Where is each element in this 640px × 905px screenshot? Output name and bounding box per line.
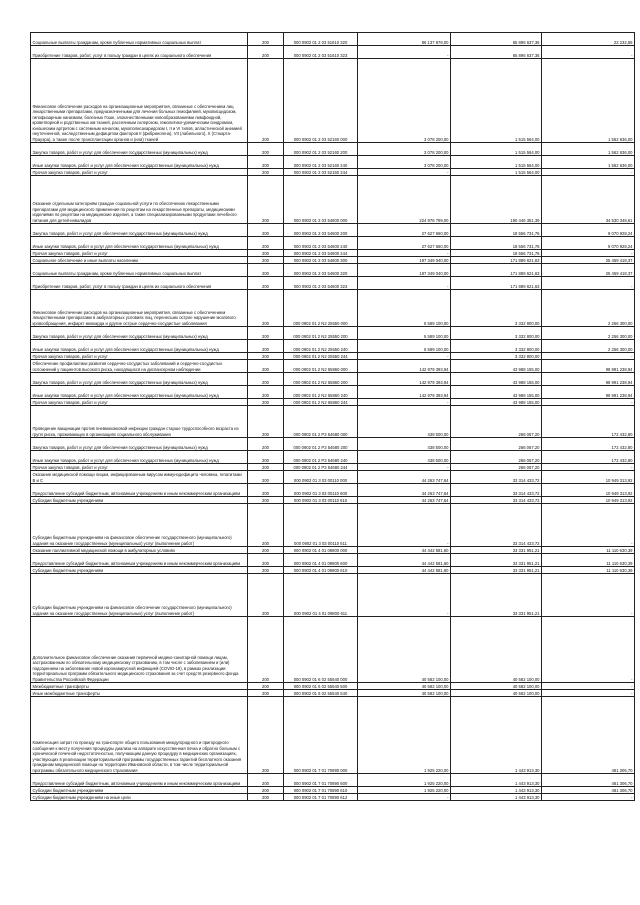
table-row	[31, 399, 635, 406]
table-row	[31, 683, 635, 690]
table-row	[31, 327, 635, 340]
row-remaining: -	[542, 617, 635, 683]
row-remaining: 98 991 238,94	[542, 360, 635, 373]
row-code: 200	[248, 497, 284, 504]
table-row	[31, 143, 635, 156]
row-executed: 171 889 621,63	[451, 277, 542, 290]
table-row	[31, 438, 635, 451]
row-executed: 1 515 564,00	[451, 59, 542, 143]
row-executed: 18 556 731,76	[451, 237, 542, 250]
table-row	[31, 567, 635, 574]
row-kbk: 000 0902 01 4 01 09800 611	[284, 574, 358, 617]
row-code: 200	[248, 386, 284, 399]
row-kbk: 000 0902 01 7 01 70890 610	[284, 787, 358, 794]
row-executed: 33 314 433,72	[451, 471, 542, 484]
row-remaining: 1 562 636,00	[542, 156, 635, 169]
row-name: Социальные выплаты гражданам, кроме публичных нормативных социальных выплат	[31, 264, 248, 277]
row-approved: 44 442 581,60	[358, 547, 451, 554]
row-approved: 3 078 200,00	[358, 156, 451, 169]
row-approved: -	[358, 399, 451, 406]
row-code: 200	[248, 504, 284, 547]
table-row	[31, 224, 635, 237]
row-executed: 33 331 951,21	[451, 554, 542, 567]
row-code: 200	[248, 290, 284, 327]
row-remaining: 9 070 928,24	[542, 224, 635, 237]
row-name: Межбюджетные трансферты	[31, 683, 248, 690]
row-kbk: 000 0902 01 2 03 52160 240	[284, 156, 358, 169]
row-code: 200	[248, 774, 284, 787]
row-name: Приобретение товаров, работ, услуг в пользу граждан в целях их социального обеспечения	[31, 277, 248, 290]
row-executed: 171 889 621,63	[451, 264, 542, 277]
row-executed: 40 582 100,00	[451, 690, 542, 697]
row-kbk: 000 0902 01 2 03 51610 323	[284, 46, 358, 59]
table-row	[31, 547, 635, 554]
row-approved: -	[358, 277, 451, 290]
row-kbk: 000 0902 01 4 01 09800 610	[284, 567, 358, 574]
row-name: Закупка товаров, работ и услуг для обеспечения государственных (муниципальных) нужд	[31, 438, 248, 451]
row-executed: 3 332 800,00	[451, 327, 542, 340]
row-code: 200	[248, 406, 284, 438]
row-approved: 40 582 100,00	[358, 617, 451, 683]
row-name: Закупка товаров, работ и услуг для обеспечения государственных (муниципальных) нужд	[31, 143, 248, 156]
row-kbk: 000 0902 01 2 N2 25550 240	[284, 340, 358, 353]
row-executed: 266 067,20	[451, 438, 542, 451]
row-approved: 197 349 040,00	[358, 257, 451, 264]
table-row	[31, 406, 635, 438]
row-approved: 40 582 100,00	[358, 690, 451, 697]
row-approved: -	[358, 504, 451, 547]
row-name: Предоставление субсидий бюджетным, автономным учреждениям и иным некоммерческим организациям	[31, 554, 248, 567]
row-executed: 1 515 564,00	[451, 156, 542, 169]
row-executed: 1 443 913,30	[451, 794, 542, 801]
row-executed: 43 988 155,00	[451, 373, 542, 386]
row-code: 200	[248, 156, 284, 169]
row-approved: 27 627 660,00	[358, 224, 451, 237]
row-code: 200	[248, 33, 284, 46]
row-kbk: 000 0902 01 6 02 55540 000	[284, 617, 358, 683]
row-name: Прочая закупка товаров, работ и услуг	[31, 399, 248, 406]
row-kbk: 000 0902 01 7 01 70890 000	[284, 697, 358, 774]
row-kbk: 000 0902 01 2 03 54600 200	[284, 224, 358, 237]
row-approved: 224 976 799,00	[358, 176, 451, 224]
row-code: 200	[248, 399, 284, 406]
row-code: 200	[248, 340, 284, 353]
row-executed: 33 314 433,72	[451, 504, 542, 547]
row-remaining: -	[542, 277, 635, 290]
row-remaining: -	[542, 690, 635, 697]
table-row	[31, 484, 635, 497]
row-approved: 5 589 100,00	[358, 340, 451, 353]
table-row	[31, 353, 635, 360]
row-name: Оказание медицинской помощи лицам, инфицированным вирусом иммунодефицита человека, гепатитами B и C	[31, 471, 248, 484]
row-code: 200	[248, 574, 284, 617]
row-name: Иные межбюджетные трансферты	[31, 690, 248, 697]
row-remaining: 10 949 313,92	[542, 497, 635, 504]
row-code: 200	[248, 787, 284, 794]
row-remaining: 172 432,80	[542, 451, 635, 464]
row-code: 200	[248, 451, 284, 464]
table-row	[31, 464, 635, 471]
row-executed: 266 067,20	[451, 451, 542, 464]
row-remaining: -	[542, 169, 635, 176]
table-row	[31, 33, 635, 46]
row-executed: 40 582 100,00	[451, 683, 542, 690]
row-remaining: 10 949 313,92	[542, 484, 635, 497]
row-approved: 1 925 220,00	[358, 774, 451, 787]
row-remaining: 11 110 630,39	[542, 554, 635, 567]
row-approved: 44 442 581,60	[358, 554, 451, 567]
row-name: Прочая закупка товаров, работ и услуг	[31, 250, 248, 257]
row-remaining: -	[542, 504, 635, 547]
row-code: 200	[248, 143, 284, 156]
row-remaining: -	[542, 574, 635, 617]
row-executed: 3 332 800,00	[451, 353, 542, 360]
row-code: 200	[248, 567, 284, 574]
table-row	[31, 787, 635, 794]
row-name: Социальные выплаты гражданам, кроме публичных нормативных социальных выплат	[31, 33, 248, 46]
table-row	[31, 340, 635, 353]
row-kbk: 000 0902 01 3 03 00110 000	[284, 471, 358, 484]
row-name: Предоставление субсидий бюджетным, автономным учреждениям и иным некоммерческим организациям	[31, 774, 248, 787]
table-row	[31, 46, 635, 59]
row-kbk: 000 0902 01 2 P3 54680 244	[284, 464, 358, 471]
row-name: Оказание отдельным категориям граждан социальной услуги по обеспечению лекарственными препаратами для медицинского применения по рецептам на лекарственные препараты, медицинскими изделиями по рецептам на медицинские изделия, а также специализированными продуктами лечебного питания для детей-инвалидов	[31, 176, 248, 224]
row-kbk: 000 0902 01 4 01 09800 600	[284, 554, 358, 567]
row-kbk: 000 0902 01 2 N2 55860 000	[284, 360, 358, 373]
row-approved: 3 078 200,00	[358, 143, 451, 156]
row-remaining: 172 432,80	[542, 438, 635, 451]
row-kbk: 000 0902 01 2 03 54600 000	[284, 176, 358, 224]
table-row	[31, 277, 635, 290]
row-code: 200	[248, 697, 284, 774]
row-name: Прочая закупка товаров, работ и услуг	[31, 169, 248, 176]
row-name: Дополнительное финансовое обеспечение оказания первичной медико-санитарной помощи лицам, застрахованным по обязательному медицинскому страхованию, в том числе с заболеванием и (или) подозрением на заболевание новой коронавирусной инфекцией (COVID-19), в рамках реализации территориальных программ обязательного медицинского страхования за счет средств резервного фонда Правительства Российской Федерации	[31, 617, 248, 683]
row-executed: 33 331 951,21	[451, 547, 542, 554]
row-executed: 40 582 100,00	[451, 617, 542, 683]
row-kbk: 000 0902 01 2 03 51610 320	[284, 33, 358, 46]
row-approved: -	[358, 250, 451, 257]
row-approved: 1 925 220,00	[358, 697, 451, 774]
row-kbk: 000 0902 01 2 N2 55860 200	[284, 373, 358, 386]
row-name: Оказание паллиативной медицинской помощи в амбулаторных условиях	[31, 547, 248, 554]
row-kbk: 000 0902 01 3 03 00110 610	[284, 497, 358, 504]
row-kbk: 000 0902 01 6 02 55540 540	[284, 690, 358, 697]
row-executed: 1 515 564,00	[451, 143, 542, 156]
table-row	[31, 250, 635, 257]
table-row	[31, 774, 635, 787]
row-approved: 5 589 100,00	[358, 290, 451, 327]
row-code: 200	[248, 683, 284, 690]
row-kbk: 000 0902 01 2 P3 54680 200	[284, 438, 358, 451]
row-remaining: 98 991 238,94	[542, 373, 635, 386]
row-approved: 1 925 220,00	[358, 787, 451, 794]
row-remaining: 1 562 636,00	[542, 143, 635, 156]
row-executed: 65 896 637,36	[451, 33, 542, 46]
row-executed: 266 067,20	[451, 406, 542, 438]
row-approved: 197 349 040,00	[358, 264, 451, 277]
row-executed: 171 889 621,63	[451, 257, 542, 264]
row-code: 200	[248, 471, 284, 484]
row-name: Закупка товаров, работ и услуг для обеспечения государственных (муниципальных) нужд	[31, 373, 248, 386]
row-name: Субсидии бюджетным учреждениям на иные цели	[31, 794, 248, 801]
row-code: 200	[248, 464, 284, 471]
row-approved: 86 137 878,00	[358, 33, 451, 46]
row-name: Финансовое обеспечение расходов на организационные мероприятия, связанные с обеспечением лекарственными препаратами в амбулаторных условиях лиц, перенесших острое нарушение мозгового кровообращения, инфаркт миокарда и другие острые сердечно-сосудистые заболевания	[31, 290, 248, 327]
row-remaining: 22 232,58	[542, 33, 635, 46]
row-name: Иные закупки товаров, работ и услуг для обеспечения государственных (муниципальных) нужд	[31, 156, 248, 169]
table-row	[31, 264, 635, 277]
table-row	[31, 554, 635, 567]
row-name: Субсидии бюджетным учреждениям на финансовое обеспечение государственного (муниципального) задания на оказание государственных (муниципальных) услуг (выполнение работ)	[31, 574, 248, 617]
table-row	[31, 176, 635, 224]
row-name: Иные закупки товаров, работ и услуг для обеспечения государственных (муниципальных) нужд	[31, 451, 248, 464]
row-approved: 5 589 100,00	[358, 327, 451, 340]
table-row	[31, 794, 635, 801]
row-executed: 190 446 351,39	[451, 176, 542, 224]
row-kbk: 000 0902 01 2 N2 25550 000	[284, 290, 358, 327]
row-kbk: 000 0902 01 6 02 55540 500	[284, 683, 358, 690]
row-executed: 3 332 800,00	[451, 340, 542, 353]
row-approved: 44 263 747,64	[358, 497, 451, 504]
row-code: 200	[248, 353, 284, 360]
table-row	[31, 373, 635, 386]
row-code: 200	[248, 484, 284, 497]
row-kbk: 000 0902 01 2 03 54600 240	[284, 237, 358, 250]
row-remaining: 481 306,70	[542, 697, 635, 774]
row-name: Финансовое обеспечение расходов на организационные мероприятия, связанные с обеспечением лиц лекарственными препаратами, предназначенными для лечения больных гемофилией, муковисцидозом, гипофизарным нанизмом, болезнью Гоше, злокачественными новообразованиями лимфоидной, кроветворной и родственных им тканей, рассеянным склерозом, гемолитико-уремическим синдромом, юношеским артритом с системным началом, мукополисахаридозом I, II и VI типов, апластической анемией неуточненной, наследственным дефицитом факторов II (фибриногена), VII (лабильного), X (Стюарта-Прауэра), а также после трансплантации органов и (или) тканей	[31, 59, 248, 143]
row-approved: -	[358, 353, 451, 360]
row-remaining: 172 432,80	[542, 406, 635, 438]
row-kbk: 000 0902 01 2 03 54600 323	[284, 277, 358, 290]
table-row	[31, 697, 635, 774]
row-code: 200	[248, 224, 284, 237]
row-name: Закупка товаров, работ и услуг для обеспечения государственных (муниципальных) нужд	[31, 327, 248, 340]
table-row	[31, 59, 635, 143]
row-code: 200	[248, 554, 284, 567]
row-name: Проведение вакцинации против пневмококковой инфекции граждан старше трудоспособного возраста из групп риска, проживающих в организациях социального обслуживания	[31, 406, 248, 438]
row-name: Иные закупки товаров, работ и услуг для обеспечения государственных (муниципальных) нужд	[31, 386, 248, 399]
row-executed: 33 314 433,72	[451, 497, 542, 504]
row-approved: 438 500,00	[358, 451, 451, 464]
row-remaining: -	[542, 794, 635, 801]
table-row	[31, 360, 635, 373]
row-name: Предоставление субсидий бюджетным, автономным учреждениям и иным некоммерческим организациям	[31, 484, 248, 497]
row-approved: -	[358, 464, 451, 471]
row-name: Прочая закупка товаров, работ и услуг	[31, 353, 248, 360]
row-remaining: 25 459 418,37	[542, 264, 635, 277]
table-row	[31, 257, 635, 264]
row-remaining: 25 459 418,37	[542, 257, 635, 264]
row-approved: -	[358, 46, 451, 59]
row-code: 200	[248, 438, 284, 451]
row-code: 200	[248, 250, 284, 257]
row-name: Иные закупки товаров, работ и услуг для обеспечения государственных (муниципальных) нужд	[31, 340, 248, 353]
row-code: 200	[248, 46, 284, 59]
row-name: Субсидии бюджетным учреждениям	[31, 567, 248, 574]
row-remaining: 2 256 300,00	[542, 290, 635, 327]
row-executed: 43 988 155,00	[451, 386, 542, 399]
row-remaining: 2 256 300,00	[542, 340, 635, 353]
row-name: Прочая закупка товаров, работ и услуг	[31, 464, 248, 471]
row-name: Субсидии бюджетным учреждениям на финансовое обеспечение государственного (муниципального) задания на оказание государственных (муниципальных) услуг (выполнение работ)	[31, 504, 248, 547]
row-remaining: 34 530 348,61	[542, 176, 635, 224]
row-executed: 33 314 433,72	[451, 484, 542, 497]
row-remaining: 11 110 630,39	[542, 547, 635, 554]
row-executed: 1 443 913,30	[451, 774, 542, 787]
row-approved: -	[358, 794, 451, 801]
row-executed: 43 988 155,00	[451, 360, 542, 373]
row-executed: 1 515 564,00	[451, 169, 542, 176]
row-kbk: 000 0902 01 3 03 00110 600	[284, 484, 358, 497]
row-code: 200	[248, 176, 284, 224]
row-approved: 40 582 100,00	[358, 683, 451, 690]
row-code: 200	[248, 794, 284, 801]
row-code: 200	[248, 547, 284, 554]
row-executed: 65 896 637,36	[451, 46, 542, 59]
row-remaining: 11 110 630,39	[542, 567, 635, 574]
row-executed: 33 331 951,21	[451, 574, 542, 617]
row-name: Обеспечение профилактики развития сердечно-сосудистых заболеваний и сердечно-сосудистых осложнений у пациентов высокого риска, находящихся на диспансерном наблюдении	[31, 360, 248, 373]
row-kbk: 000 0902 01 7 01 70890 612	[284, 794, 358, 801]
row-kbk: 000 0902 01 2 03 52160 000	[284, 59, 358, 143]
row-remaining: 1 562 636,00	[542, 59, 635, 143]
row-remaining: 9 070 928,24	[542, 237, 635, 250]
row-approved: 3 078 200,00	[358, 59, 451, 143]
row-executed: 18 556 731,76	[451, 250, 542, 257]
row-approved: 27 627 660,00	[358, 237, 451, 250]
table-row	[31, 451, 635, 464]
table-row	[31, 169, 635, 176]
row-remaining: -	[542, 399, 635, 406]
row-remaining: 98 991 238,94	[542, 386, 635, 399]
row-kbk: 000 0902 01 2 03 54600 244	[284, 250, 358, 257]
row-name: Социальное обеспечение и иные выплаты населению	[31, 257, 248, 264]
row-name: Иные закупки товаров, работ и услуг для обеспечения государственных (муниципальных) нужд	[31, 237, 248, 250]
row-code: 200	[248, 237, 284, 250]
row-code: 200	[248, 264, 284, 277]
row-code: 200	[248, 373, 284, 386]
table-row	[31, 471, 635, 484]
row-executed: 1 443 913,30	[451, 787, 542, 794]
row-code: 200	[248, 257, 284, 264]
table-row	[31, 386, 635, 399]
row-remaining: -	[542, 353, 635, 360]
row-kbk: 000 0902 01 2 P3 54680 000	[284, 406, 358, 438]
row-kbk: 000 0902 01 2 N2 55860 244	[284, 399, 358, 406]
row-remaining: 481 306,70	[542, 787, 635, 794]
row-remaining: 2 256 300,00	[542, 327, 635, 340]
row-code: 200	[248, 360, 284, 373]
row-kbk: 000 0902 01 7 01 70890 600	[284, 774, 358, 787]
row-approved: 142 979 393,94	[358, 386, 451, 399]
row-kbk: 000 0902 01 2 N2 25550 244	[284, 353, 358, 360]
row-approved: 438 500,00	[358, 406, 451, 438]
row-executed: 3 332 800,00	[451, 290, 542, 327]
row-name: Приобретение товаров, работ, услуг в пользу граждан в целях их социального обеспечения	[31, 46, 248, 59]
row-remaining: -	[542, 46, 635, 59]
row-approved: 44 442 581,60	[358, 567, 451, 574]
row-executed: 18 556 731,76	[451, 224, 542, 237]
row-code: 200	[248, 617, 284, 683]
row-name: Закупка товаров, работ и услуг для обеспечения государственных (муниципальных) нужд	[31, 224, 248, 237]
row-name: Субсидии бюджетным учреждениям	[31, 787, 248, 794]
row-name: Компенсация затрат по проезду на транспорте общего пользования междугородного и пригородного сообщения к месту получения процедуры диализа на аппарате искусственная почка и обратно больным с хронической почечной недостаточностью, получающим данную процедуру в медицинских организациях, участвующих в реализации территориальной программы государственных гарантий бесплатного оказания гражданам медицинской помощи на территории Ивановской области, в том числе территориальной программы обязательного медицинского страхования	[31, 697, 248, 774]
table-row	[31, 690, 635, 697]
row-executed: 1 443 913,30	[451, 697, 542, 774]
row-code: 200	[248, 277, 284, 290]
row-executed: 43 988 155,00	[451, 399, 542, 406]
table-row	[31, 574, 635, 617]
row-kbk: 000 0902 01 3 03 00110 611	[284, 504, 358, 547]
table-row	[31, 497, 635, 504]
row-remaining: 10 949 313,92	[542, 471, 635, 484]
row-kbk: 000 0902 01 2 N2 25550 200	[284, 327, 358, 340]
row-remaining: -	[542, 683, 635, 690]
row-executed: 33 331 951,21	[451, 567, 542, 574]
row-kbk: 000 0902 01 2 P3 54680 240	[284, 451, 358, 464]
row-remaining: 481 306,70	[542, 774, 635, 787]
row-approved: 142 979 393,94	[358, 373, 451, 386]
row-code: 200	[248, 59, 284, 143]
row-code: 200	[248, 327, 284, 340]
row-approved: 44 263 747,64	[358, 484, 451, 497]
table-row	[31, 617, 635, 683]
row-kbk: 000 0902 01 2 03 52160 200	[284, 143, 358, 156]
table-row	[31, 237, 635, 250]
row-approved: 438 500,00	[358, 438, 451, 451]
row-approved: 142 979 393,94	[358, 360, 451, 373]
table-row	[31, 504, 635, 547]
row-kbk: 000 0902 01 4 01 09800 000	[284, 547, 358, 554]
row-kbk: 000 0902 01 2 03 52160 244	[284, 169, 358, 176]
table-row	[31, 156, 635, 169]
row-approved: 44 263 747,64	[358, 471, 451, 484]
row-code: 200	[248, 169, 284, 176]
row-approved: -	[358, 574, 451, 617]
row-name: Субсидии бюджетным учреждениям	[31, 497, 248, 504]
row-approved: -	[358, 169, 451, 176]
row-kbk: 000 0902 01 2 03 54600 300	[284, 257, 358, 264]
budget-execution-table	[30, 32, 635, 801]
table-row	[31, 290, 635, 327]
row-code: 200	[248, 690, 284, 697]
row-remaining: -	[542, 250, 635, 257]
row-remaining: -	[542, 464, 635, 471]
row-executed: 266 067,20	[451, 464, 542, 471]
row-kbk: 000 0902 01 2 03 54600 320	[284, 264, 358, 277]
row-kbk: 000 0902 01 2 N2 55860 240	[284, 386, 358, 399]
